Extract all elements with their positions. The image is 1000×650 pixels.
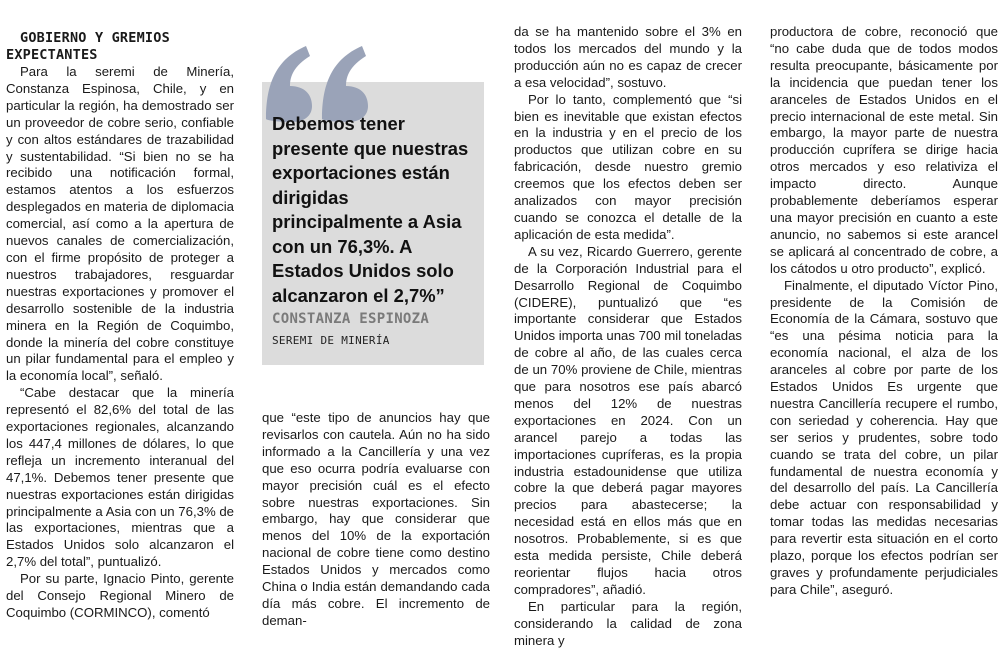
pull-quote-author: CONSTANZA ESPINOZA xyxy=(272,311,430,327)
paragraph: Para la seremi de Minería, Constanza Espinosa, Chile, y en particular la región, ha demostrado ser un proveedor de cobre serio, confiable y con altos estándares de trazabilidad y sustentabilidad. “Si bien no se ha recibido una notificación formal, estamos atentos a los esfuerzos desplegados en materia de diplomacia comercial, así como a la apertura de nuevos canales de comercialización, con el firme propósito de proteger a nuestros trabajadores, resguardar nuestras exportaciones y promover el desarrollo sostenible de la industria minera en la Región de Coquimbo, donde la minería del cobre constituye un pilar fundamental para el empleo y la economía local”, señaló. xyxy=(6,64,234,384)
paragraph: Por su parte, Ignacio Pinto, gerente del Consejo Regional Minero de Coquimbo (CORMINCO), comentó xyxy=(6,571,234,620)
paragraph: “Cabe destacar que la minería representó el 82,6% del total de las exportaciones regionales, alcanzando los 447,4 millones de dólares, lo que refleja un incremento interanual del 47,1%. Debemos tener presente que nuestras exportaciones están dirigidas principalmente a Asia con un 76,3% de las exportaciones, mientras que a Estados Unidos solo alcanzaron el 2,7% del total”, puntualizó. xyxy=(6,385,234,570)
paragraph: Finalmente, el diputado Víctor Pino, presidente de la Comisión de Economía de la Cámara, sostuvo que “es una pésima noticia para la economía nacional, el alza de los aranceles al cobre por parte de los Estados Unidos Es urgente que nuestra Cancillería recupere el rumbo, con seriedad y coherencia. Hay que ser serios y prudentes, sobre todo cuando se trata del cobre, un pilar fundamental de nuestra economía y del desarrollo del país. La Cancillería debe actuar con responsabilidad y tomar todas las medidas necesarias para revertir esta situación en el corto plazo, porque los efectos podrían ser graves y profundamente perjudiciales para Chile”, aseguró. xyxy=(770,277,998,597)
quote-marks-icon xyxy=(258,14,378,124)
article-column-2 xyxy=(262,410,490,630)
article-column-3 xyxy=(514,24,742,650)
article-column-1 xyxy=(6,30,234,622)
pull-quote-text: Debemos tener presente que nuestras exportaciones están dirigidas principalmente a Asia con un 76,3%. A Estados Unidos solo alcanzaron el 2,7%” xyxy=(272,113,469,306)
paragraph: Por lo tanto, complementó que “si bien es inevitable que existan efectos en la industria y en el precio de los productos que utilizan cobre en su fabricación, desde nuestro gremio creemos que los efectos deben ser analizados con mayor precisión cuando se conozca el detalle de la aplicación de esta medida”. xyxy=(514,91,742,242)
article-column-4 xyxy=(770,24,998,599)
paragraph: A su vez, Ricardo Guerrero, gerente de la Corporación Industrial para el Desarrollo Regional de Coquimbo (CIDERE), puntualizó que “es importante considerar que Estados Unidos importa unas 700 mil toneladas de cobre al año, de las cuales cerca de un 70% proviene de Chile, mientras que para nosotros ese país abarcó menos del 12% de nuestras exportaciones en 2024. Con un arancel parejo a todas las importaciones cupríferas, es la propia industria estadounidense que utiliza cobre la que deberá pagar mayores precios para abastecerse; la necesidad está en ellos más que en nosotros. Probablemente, si es que esta medida persiste, Chile deberá reorientar flujos hacia otros compradores”, añadió. xyxy=(514,243,742,597)
section-heading: GOBIERNO Y GREMIOS EXPECTANTES xyxy=(6,30,170,63)
paragraph: productora de cobre, reconoció que “no cabe duda que de todos modos resulta preocupante, básicamente por la incidencia que puedan tener los aranceles de Estados Unidos en el precio internacional de este metal. Sin embargo, la mayor parte de nuestra producción cuprífera se dirige hacia otros mercados y eso relativiza el impacto directo. Aunque probablemente deberíamos esperar una mayor precisión en cuanto a este anuncio, no sabemos si este arancel se aplicará al concentrado de cobre, a los cátodos u otro producto”, explicó. xyxy=(770,24,998,276)
paragraph: da se ha mantenido sobre el 3% en todos los mercados del mundo y la producción aún no es capaz de crecer a esa velocidad”, sostuvo. xyxy=(514,24,742,90)
paragraph: que “este tipo de anuncios hay que revisarlos con cautela. Aún no ha sido informado a la Cancillería y una vez que eso ocurra podría evaluarse con mayor precisión cuál es el efecto sobre nuestras exportaciones. Sin embargo, hay que considerar que menos del 10% de la exportación nacional de cobre tiene como destino Estados Unidos y mercados como China o India están demandando cada día más cobre. El incremento de deman- xyxy=(262,410,490,628)
pull-quote-role: SEREMI DE MINERÍA xyxy=(272,334,390,347)
paragraph: En particular para la región, considerando la calidad de zona minera y xyxy=(514,598,742,648)
